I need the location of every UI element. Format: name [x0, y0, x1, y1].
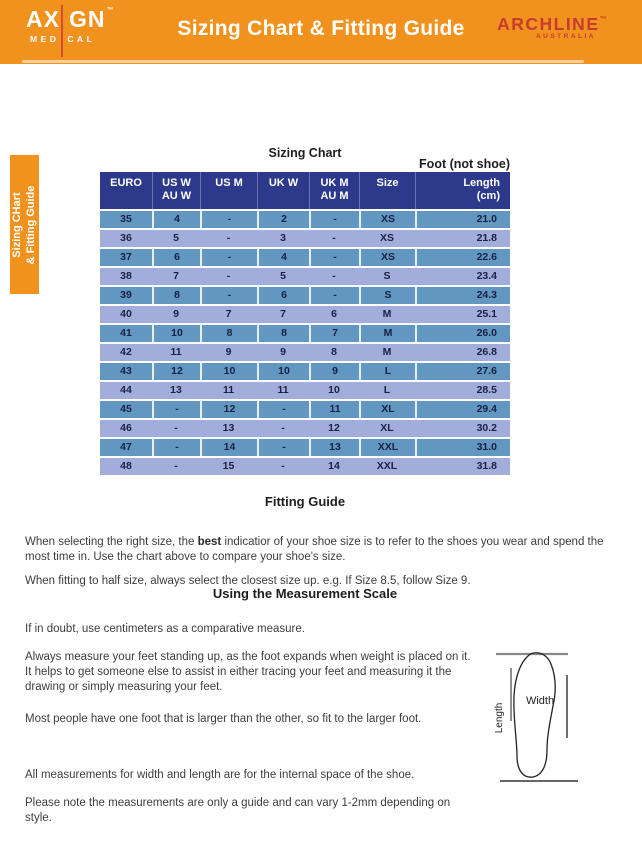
- table-cell: 27.6: [415, 361, 510, 380]
- column-header-ukw: UK W: [257, 172, 309, 209]
- table-cell: 43: [100, 361, 152, 380]
- table-cell: 11: [309, 399, 359, 418]
- table-cell: -: [257, 456, 309, 475]
- table-cell: 28.5: [415, 380, 510, 399]
- table-row: [100, 228, 510, 247]
- sizing-chart-section: [100, 146, 510, 472]
- table-cell: -: [152, 456, 200, 475]
- column-header-length: Length (cm): [415, 172, 510, 209]
- table-cell: 26.0: [415, 323, 510, 342]
- table-cell: 7: [152, 266, 200, 285]
- header-bottom-stripe: [22, 60, 584, 63]
- table-cell: XXL: [359, 456, 415, 475]
- best-emphasis: best: [197, 535, 222, 548]
- table-cell: 31.0: [415, 437, 510, 456]
- table-cell: 13: [309, 437, 359, 456]
- foot-outline: [514, 653, 555, 777]
- table-cell: -: [257, 418, 309, 437]
- table-cell: 35: [100, 209, 152, 228]
- table-cell: -: [257, 437, 309, 456]
- table-cell: S: [359, 266, 415, 285]
- foot-not-shoe-note: Foot (not shoe): [419, 157, 510, 171]
- measurement-paragraph-3: Most people have one foot that is larger than the other, so fit to the larger foot.: [25, 712, 422, 725]
- table-cell: 7: [200, 304, 257, 323]
- table-cell: 25.1: [415, 304, 510, 323]
- page-title: Sizing Chart & Fitting Guide: [177, 17, 465, 40]
- axign-sub-right: CAL: [67, 34, 96, 44]
- table-cell: 9: [152, 304, 200, 323]
- table-cell: 21.0: [415, 209, 510, 228]
- table-cell: L: [359, 361, 415, 380]
- table-cell: S: [359, 285, 415, 304]
- table-cell: 23.4: [415, 266, 510, 285]
- column-header-usm: US M: [200, 172, 257, 209]
- table-cell: 9: [200, 342, 257, 361]
- sizing-table: [100, 172, 510, 475]
- table-cell: -: [152, 418, 200, 437]
- table-cell: M: [359, 342, 415, 361]
- table-cell: 8: [309, 342, 359, 361]
- table-cell: 8: [200, 323, 257, 342]
- table-cell: 4: [152, 209, 200, 228]
- trademark-symbol: ™: [106, 7, 115, 14]
- table-row: [100, 361, 510, 380]
- table-cell: 42: [100, 342, 152, 361]
- axign-logo-text-right: GN™: [68, 6, 115, 32]
- header-bar: [0, 0, 642, 64]
- table-cell: 3: [257, 228, 309, 247]
- table-cell: L: [359, 380, 415, 399]
- table-cell: -: [200, 247, 257, 266]
- table-cell: 31.8: [415, 456, 510, 475]
- table-cell: 22.6: [415, 247, 510, 266]
- table-cell: -: [309, 266, 359, 285]
- table-cell: 11: [200, 380, 257, 399]
- table-cell: 45: [100, 399, 152, 418]
- table-cell: 11: [152, 342, 200, 361]
- table-cell: 10: [257, 361, 309, 380]
- table-cell: 10: [309, 380, 359, 399]
- fitting-guide-heading: Fitting Guide: [264, 494, 346, 509]
- table-cell: 15: [200, 456, 257, 475]
- table-cell: 6: [152, 247, 200, 266]
- table-cell: XL: [359, 418, 415, 437]
- axign-logo-text-left: AX: [26, 6, 60, 32]
- sizing-table-body: [100, 209, 510, 475]
- table-cell: 12: [309, 418, 359, 437]
- table-cell: 9: [309, 361, 359, 380]
- table-cell: -: [200, 209, 257, 228]
- header-row: [100, 172, 510, 209]
- fitting-guide-paragraph-2: When fitting to half size, always select the closest size up. e.g. If Size 8.5, follow Size 9.: [25, 574, 471, 587]
- table-cell: 5: [257, 266, 309, 285]
- table-cell: 2: [257, 209, 309, 228]
- table-cell: XS: [359, 228, 415, 247]
- table-row: [100, 418, 510, 437]
- side-tab-line2: & Fitting Guide: [24, 185, 37, 264]
- table-row: [100, 247, 510, 266]
- fitting-guide-paragraph-1: When selecting the right size, the best indicatior of your shoe size is to refer to the shoes you wear and spend the most time in. Use the chart above to compare your shoe's size.: [25, 535, 604, 563]
- table-cell: M: [359, 323, 415, 342]
- archline-logo-subtext: AUSTRALIA: [535, 33, 596, 40]
- table-cell: 9: [257, 342, 309, 361]
- measurement-paragraph-5: Please note the measurements are only a guide and can vary 1-2mm depending on style.: [25, 796, 451, 824]
- table-cell: 6: [309, 304, 359, 323]
- table-cell: 10: [152, 323, 200, 342]
- table-row: [100, 266, 510, 285]
- table-cell: 39: [100, 285, 152, 304]
- table-cell: -: [152, 399, 200, 418]
- table-cell: XS: [359, 209, 415, 228]
- table-cell: 14: [309, 456, 359, 475]
- measurement-paragraph-2: Always measure your feet standing up, as the foot expands when weight is placed on it. It helps to get someone else to assist in either tracing your feet and measuring it the drawing or simply measuring your feet.: [25, 650, 471, 693]
- column-header-size: Size: [359, 172, 415, 209]
- table-cell: 24.3: [415, 285, 510, 304]
- archline-logo: [497, 15, 608, 40]
- column-header-usw: US W AU W: [152, 172, 200, 209]
- table-cell: -: [309, 285, 359, 304]
- table-cell: 12: [200, 399, 257, 418]
- table-cell: 29.4: [415, 399, 510, 418]
- table-row: [100, 209, 510, 228]
- table-cell: 21.8: [415, 228, 510, 247]
- table-row: [100, 380, 510, 399]
- table-cell: 13: [152, 380, 200, 399]
- table-cell: -: [309, 247, 359, 266]
- archline-logo-wordmark: ARCHLINE™: [497, 14, 608, 34]
- table-cell: -: [309, 209, 359, 228]
- measurement-paragraph-4: All measurements for width and length are for the internal space of the shoe.: [25, 768, 415, 781]
- table-cell: -: [152, 437, 200, 456]
- table-cell: -: [309, 228, 359, 247]
- side-tab-label: [10, 155, 40, 294]
- table-row: [100, 285, 510, 304]
- table-cell: XS: [359, 247, 415, 266]
- foot-measurement-diagram: [494, 644, 594, 792]
- table-row: [100, 304, 510, 323]
- side-tab-line1: Sizing CHart: [10, 191, 23, 258]
- table-row: [100, 399, 510, 418]
- table-cell: 14: [200, 437, 257, 456]
- trademark-symbol: ™: [599, 16, 608, 23]
- column-header-euro: EURO: [100, 172, 152, 209]
- table-cell: 40: [100, 304, 152, 323]
- table-cell: 5: [152, 228, 200, 247]
- table-cell: -: [200, 285, 257, 304]
- table-cell: 12: [152, 361, 200, 380]
- table-cell: 7: [257, 304, 309, 323]
- table-row: [100, 437, 510, 456]
- table-cell: -: [200, 266, 257, 285]
- table-cell: 36: [100, 228, 152, 247]
- table-cell: 44: [100, 380, 152, 399]
- table-cell: 7: [309, 323, 359, 342]
- table-cell: 47: [100, 437, 152, 456]
- table-cell: 4: [257, 247, 309, 266]
- table-cell: 13: [200, 418, 257, 437]
- table-cell: 30.2: [415, 418, 510, 437]
- side-tab: [10, 155, 39, 294]
- column-header-ukm: UK M AU M: [309, 172, 359, 209]
- table-cell: 38: [100, 266, 152, 285]
- table-cell: 10: [200, 361, 257, 380]
- table-cell: -: [200, 228, 257, 247]
- table-row: [100, 323, 510, 342]
- table-cell: 26.8: [415, 342, 510, 361]
- measurement-scale-heading: Using the Measurement Scale: [212, 586, 398, 601]
- table-cell: M: [359, 304, 415, 323]
- table-cell: 48: [100, 456, 152, 475]
- table-row: [100, 342, 510, 361]
- measurement-paragraph-1: If in doubt, use centimeters as a comparative measure.: [25, 622, 305, 635]
- sizing-chart-title: Sizing Chart: [268, 146, 342, 160]
- sizing-table-header: [100, 172, 510, 209]
- table-cell: 6: [257, 285, 309, 304]
- table-cell: -: [257, 399, 309, 418]
- table-row: [100, 456, 510, 475]
- table-cell: 41: [100, 323, 152, 342]
- table-cell: 11: [257, 380, 309, 399]
- table-cell: XL: [359, 399, 415, 418]
- table-cell: 37: [100, 247, 152, 266]
- length-label: Length: [494, 702, 505, 734]
- axign-sub-left: MED: [30, 34, 60, 44]
- table-cell: 8: [152, 285, 200, 304]
- width-label: Width: [525, 695, 555, 707]
- table-cell: 46: [100, 418, 152, 437]
- table-cell: 8: [257, 323, 309, 342]
- table-cell: XXL: [359, 437, 415, 456]
